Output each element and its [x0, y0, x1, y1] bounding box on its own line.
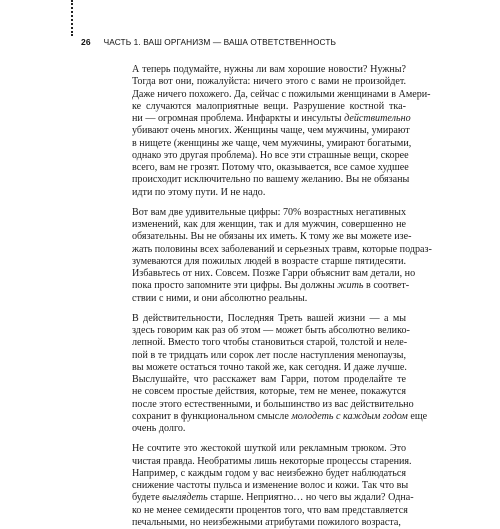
text-segment: в нищете (женщины же чаще, чем мужчины, умирают богатыми,: [132, 137, 412, 149]
text-line: [118, 517, 406, 529]
text-segment: снижение частоты пульса и изменение волос и кожи. Так что вы: [132, 480, 409, 491]
text-segment: Даже ничего похожего. Да, сейчас с пожилыми женщинами в Амери-: [132, 88, 431, 100]
text-segment: еще: [407, 410, 428, 422]
text-line: [118, 374, 406, 386]
text-line: [118, 149, 409, 162]
text-line: [118, 423, 406, 435]
text-segment: изменений, как для женщин, так и для мужчин, совершенно не: [132, 219, 406, 230]
text-segment: старше. Неприятно… но чего вы ждали? Одна-: [207, 492, 414, 504]
text-segment: Выслушайте, что расскажет вам Гарри, потом проделайте те: [132, 374, 406, 385]
text-segment: всего, вам не грозят. Потому что, оказывается, все самое худшее: [132, 162, 409, 173]
text-line: [118, 113, 411, 125]
text-segment: не совсем простые действия, которые, тем не менее, покажутся: [132, 386, 406, 398]
text-line: [118, 219, 406, 231]
text-segment: вы можете остаться точно такой же, как сегодня. И даже лучше.: [132, 361, 407, 373]
text-segment: сохранит в функциональном смысле: [132, 410, 292, 422]
body-text: [118, 64, 432, 529]
text-segment: Вот вам две удивительные цифры: 70% возрастных негативных: [132, 206, 406, 218]
text-line: [118, 386, 406, 398]
text-segment: происходит исключительно по вашему желанию. Вы не обязаны: [132, 174, 410, 186]
text-line: [118, 455, 412, 468]
running-title: ЧАСТЬ 1. ВАШ ОРГАНИЗМ — ВАША ОТВЕТСТВЕННОСТЬ: [103, 37, 337, 47]
text-segment: Не сочтите это жестокой шуткой или рекламным трюком. Это: [132, 443, 406, 455]
emphasis-text: выглядеть: [162, 492, 208, 504]
text-segment: обязательны. Вы не обязаны их иметь. К тому же вы можете изе-: [132, 231, 412, 243]
text-line: [118, 256, 406, 268]
text-segment: Например, с каждым годом у вас неизбежно будет наблюдаться: [132, 467, 406, 479]
text-segment: В действительности, Последняя Треть вашей жизни — а мы: [132, 312, 406, 324]
text-segment: Тогда вот они, пожалуйста: ничего этого с вами не произойдет.: [132, 76, 406, 88]
text-line: [118, 88, 431, 101]
emphasis-text: действительно: [344, 113, 411, 124]
text-line: [118, 492, 414, 504]
paragraph: [118, 206, 432, 305]
text-segment: очень долго.: [132, 423, 186, 434]
text-segment: ни — огромная проблема. Инфаркты и инсульты: [132, 113, 345, 124]
text-line: [118, 174, 410, 186]
text-segment: ствии с ними, и они абсолютно реальны.: [132, 292, 308, 304]
text-line: [118, 101, 406, 113]
text-line: [118, 231, 412, 243]
text-line: [118, 187, 406, 199]
text-segment: убивают очень многих. Женщины чаще, чем мужчины, умирают: [132, 125, 410, 137]
text-segment: зумеваются для пожилых людей в возрасте старше пятидесяти.: [132, 255, 406, 267]
text-line: [118, 162, 409, 174]
text-segment: пой в те тридцать или сорок лет после наступления менопаузы,: [132, 349, 406, 361]
paragraph: [118, 443, 414, 529]
text-line: [118, 137, 412, 150]
emphasis-text: молодеть с каждым годом: [291, 410, 408, 422]
text-segment: здесь говорим как раз об этом — может быть абсолютно велико-: [132, 325, 410, 336]
running-header: [81, 37, 480, 47]
text-line: [118, 293, 406, 305]
text-segment: печальными, но неизбежными атрибутами пожилого возраста,: [132, 516, 401, 528]
text-line: [118, 268, 416, 280]
text-line: [118, 480, 409, 492]
text-line: [118, 410, 428, 423]
text-segment: пока просто запомните эти цифры. Вы должны: [132, 280, 338, 292]
text-line: [118, 207, 406, 219]
text-line: [118, 64, 406, 76]
text-segment: Избавьтесь от них. Совсем. Позже Гарри объяснит вам детали, но: [132, 268, 416, 279]
text-line: [118, 313, 406, 325]
text-line: [118, 280, 410, 292]
text-line: [118, 325, 410, 337]
text-segment: однако это другая проблема). Но все эти страшные вещи, скорее: [132, 149, 409, 161]
emphasis-text: жить: [337, 280, 364, 292]
text-segment: ке случаются малоприятные вещи. Разрушение костной тка-: [132, 100, 406, 112]
text-line: [118, 443, 406, 455]
text-segment: будете: [132, 492, 163, 504]
text-line: [118, 350, 406, 362]
text-line: [118, 505, 406, 517]
paragraph: [118, 64, 431, 199]
text-segment: после этого естественными, и большинство из вас действительно: [132, 398, 414, 410]
text-segment: ко не менее семидесяти процентов того, что вам представляется: [132, 504, 408, 516]
text-segment: А теперь подумайте, нужны ли вам хорошие новости? Нужны?: [132, 64, 406, 75]
text-segment: лепной. Вместо того чтобы становиться старой, толстой и нелe-: [132, 337, 408, 349]
dotted-margin-rule: [71, 0, 73, 36]
text-line: [118, 243, 432, 256]
text-line: [118, 125, 410, 137]
text-line: [118, 337, 406, 349]
text-segment: жать половины всех заболеваний и серьезных травм, которые подраз-: [132, 243, 432, 255]
page-number: 26: [81, 37, 91, 47]
text-segment: чистая правда. Необратимы лишь некоторые процессы старения.: [132, 455, 412, 467]
text-line: [118, 398, 414, 411]
text-segment: идти по этому пути. И не надо.: [132, 186, 266, 198]
text-line: [118, 468, 406, 480]
text-line: [118, 76, 406, 88]
paragraph: [118, 312, 428, 436]
text-line: [118, 362, 406, 374]
text-segment: в соответ-: [363, 280, 410, 292]
